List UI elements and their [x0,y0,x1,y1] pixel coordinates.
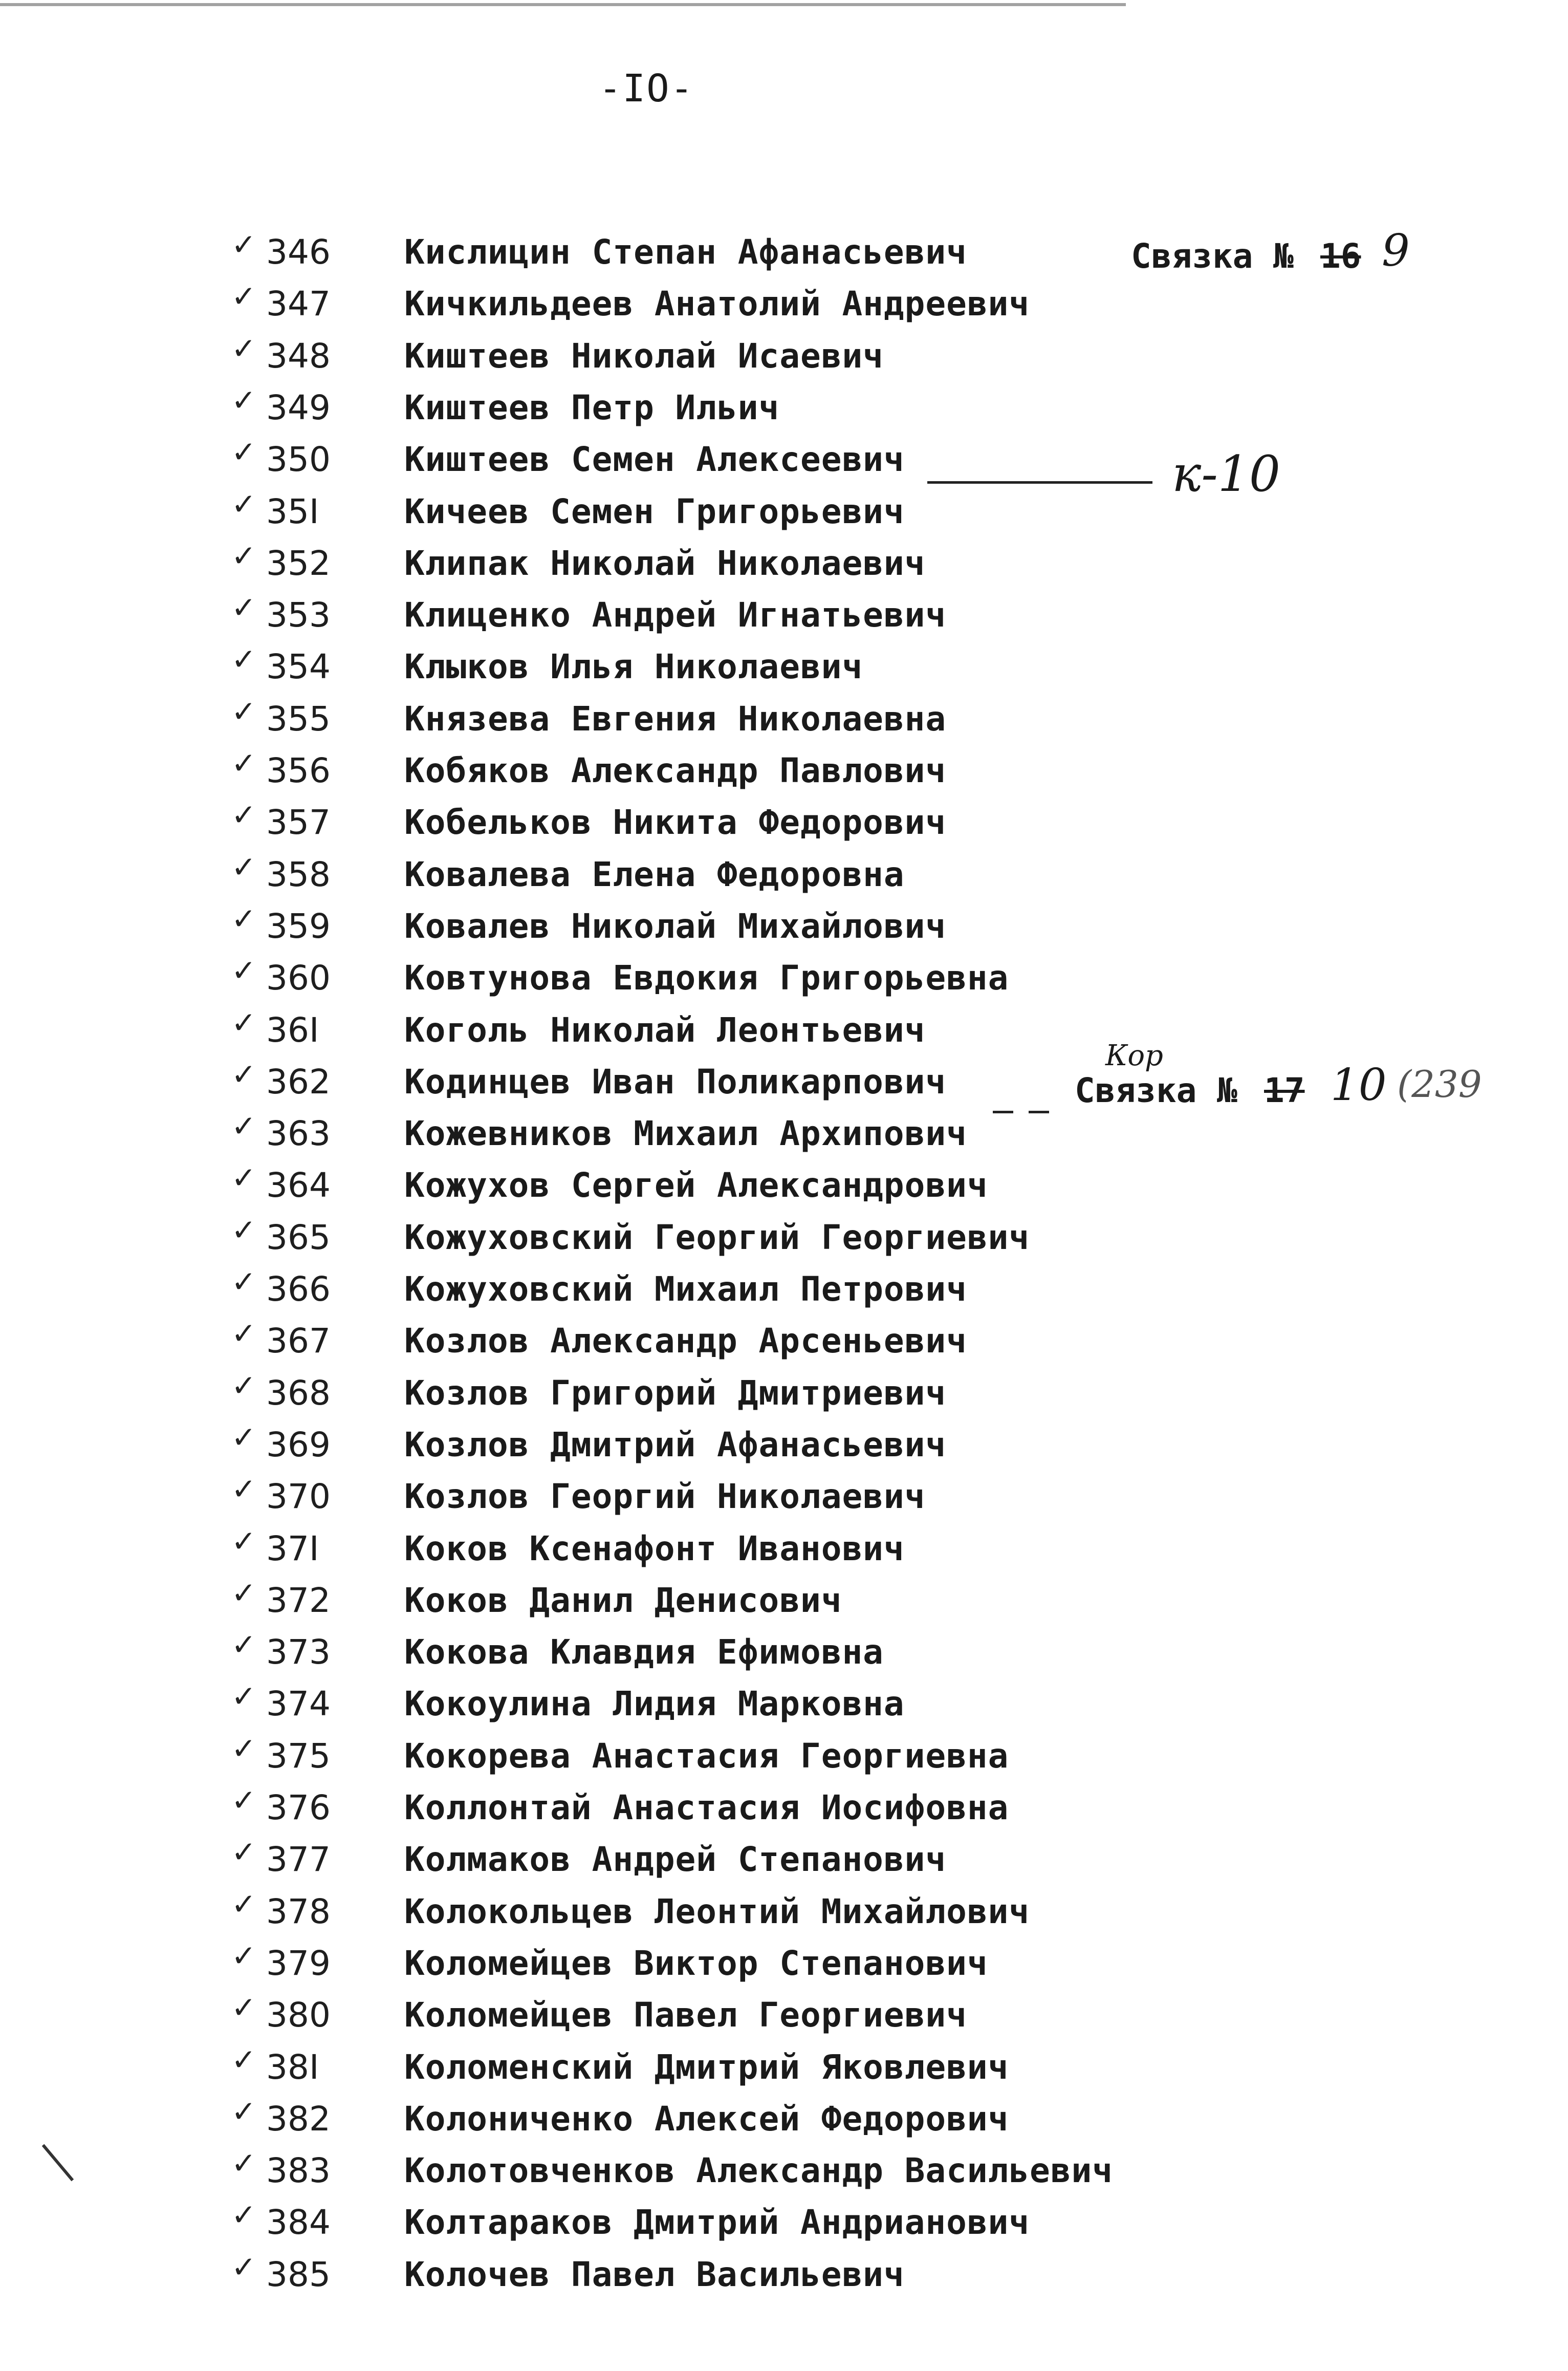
check-mark-icon: ✓ [231,1523,256,1559]
entry-name: Коков Ксенафонт Иванович [404,1528,905,1568]
entry-number: 370 [266,1477,331,1517]
check-mark-icon: ✓ [231,1160,256,1196]
top-rule [0,3,1126,6]
entry-number: 360 [266,958,331,998]
entry-row [0,2248,1568,2299]
entry-number: 357 [266,803,331,843]
entry-number: 382 [266,2099,331,2139]
entry-name: Ковалев Николай Михайлович [404,906,947,946]
entry-row [0,1885,1568,1936]
entry-name: Кобельков Никита Федорович [404,803,947,843]
entry-row [0,1003,1568,1054]
k10-underline [927,481,1152,484]
entry-number: 366 [266,1269,331,1309]
entry-number: 347 [266,284,331,324]
check-mark-icon: ✓ [231,1109,256,1144]
entry-row [0,1781,1568,1832]
entry-name: Князева Евгения Николаевна [404,699,947,739]
entry-row [0,640,1568,691]
entry-number: 362 [266,1062,331,1102]
check-mark-icon: ✓ [231,1005,256,1040]
entry-name: Кобяков Александр Павлович [404,751,947,790]
entry-name: Козлов Дмитрий Афанасьевич [404,1425,947,1464]
check-mark-icon: ✓ [231,1783,256,1818]
entry-number: 36I [266,1010,319,1050]
entry-number: 373 [266,1632,331,1672]
bundle-17-dash-2 [1029,1111,1049,1113]
entry-name: Кокорева Анастасия Георгиевна [404,1736,1009,1776]
entry-number: 369 [266,1425,331,1464]
entry-name: Кодинцев Иван Поликарпович [404,1062,947,1102]
entry-row [0,536,1568,588]
entry-name: Ковтунова Евдокия Григорьевна [404,958,1009,998]
page-number: -IO- [599,67,694,111]
entry-row [0,795,1568,847]
entry-number: 375 [266,1736,331,1776]
entry-row [0,1470,1568,1521]
check-mark-icon: ✓ [231,642,256,677]
entry-name: Киштеев Петр Ильич [404,387,780,427]
check-mark-icon: ✓ [231,1990,256,2025]
entry-name: Кокова Клавдия Ефимовна [404,1632,884,1672]
entry-row [0,2092,1568,2143]
entry-number: 354 [266,647,331,687]
entry-number: 374 [266,1684,331,1724]
check-mark-icon: ✓ [231,1886,256,1922]
check-mark-icon: ✓ [231,797,256,833]
entry-row [0,1158,1568,1210]
check-mark-icon: ✓ [231,382,256,418]
entry-name: Колокольцев Леонтий Михайлович [404,1891,1030,1931]
entry-name: Клиценко Андрей Игнатьевич [404,595,947,635]
entry-name: Козлов Григорий Дмитриевич [404,1373,947,1413]
entry-name: Кожуховский Михаил Петрович [404,1269,967,1309]
entry-number: 353 [266,595,331,635]
check-mark-icon: ✓ [231,486,256,522]
check-mark-icon: ✓ [231,1575,256,1610]
check-mark-icon: ✓ [231,1835,256,1870]
entry-row [0,1625,1568,1676]
entry-number: 379 [266,1943,331,1983]
entry-number: 352 [266,543,331,583]
entry-name: Киштеев Николай Исаевич [404,336,884,376]
check-mark-icon: ✓ [231,1627,256,1663]
entry-number: 377 [266,1840,331,1880]
entry-number: 359 [266,906,331,946]
entry-row [0,1936,1568,1988]
entry-row [0,692,1568,743]
entry-name: Коллонтай Анастасия Иосифовна [404,1788,1009,1827]
entry-number: 368 [266,1373,331,1413]
entry-name: Колониченко Алексей Федорович [404,2099,1009,2139]
bundle-17-handwritten-extra: (239 [1397,1063,1482,1106]
entry-row [0,381,1568,432]
entry-number: 37I [266,1528,319,1568]
entry-name: Клипак Николай Николаевич [404,543,926,583]
entry-row [0,588,1568,639]
entry-row [0,744,1568,795]
entry-name: Колочев Павел Васильевич [404,2254,905,2294]
entry-row [0,2195,1568,2247]
entry-name: Клыков Илья Николаевич [404,647,863,687]
entry-row [0,433,1568,484]
entry-row [0,848,1568,899]
entry-number: 35I [266,491,319,531]
entry-row [0,1107,1568,1158]
entry-name: Кожухов Сергей Александрович [404,1166,988,1205]
entry-number: 364 [266,1166,331,1205]
check-mark-icon: ✓ [231,1264,256,1299]
entry-name: Кислицин Степан Афанасьевич [404,232,967,272]
check-mark-icon: ✓ [231,1472,256,1507]
entry-row [0,899,1568,951]
bundle-17-kor-note: Кор [1105,1039,1163,1072]
check-mark-icon: ✓ [231,1938,256,1973]
entry-number: 38I [266,2047,319,2087]
check-mark-icon: ✓ [231,2094,256,2129]
check-mark-icon: ✓ [231,1679,256,1714]
entry-number: 383 [266,2151,331,2191]
entry-row [0,951,1568,1002]
bundle-17-dash-1 [993,1111,1013,1113]
entry-name: Кокоулина Лидия Марковна [404,1684,905,1724]
entry-row [0,485,1568,536]
check-mark-icon: ✓ [231,331,256,366]
entry-number: 358 [266,854,331,894]
check-mark-icon: ✓ [231,227,256,262]
entry-number: 378 [266,1891,331,1931]
entry-number: 363 [266,1114,331,1154]
check-mark-icon: ✓ [231,953,256,988]
entry-row [0,1833,1568,1884]
entry-row [0,1522,1568,1573]
bundle-16-label: Связка № [1131,236,1294,276]
entry-row [0,1729,1568,1780]
entry-name: Коломенский Дмитрий Яковлевич [404,2047,1009,2087]
bundle-17-handwritten-number: 10 [1331,1060,1387,1111]
entry-row [0,2040,1568,2092]
bundle-17-label: Связка № [1075,1071,1237,1110]
k10-handwritten-label: к-10 [1172,445,1280,503]
entry-row [0,1211,1568,1262]
entry-number: 355 [266,699,331,739]
check-mark-icon: ✓ [231,1057,256,1092]
entry-name: Колотовченков Александр Васильевич [404,2151,1114,2191]
entry-row [0,1418,1568,1469]
check-mark-icon: ✓ [231,694,256,729]
entry-number: 372 [266,1580,331,1620]
entry-number: 376 [266,1788,331,1827]
check-mark-icon: ✓ [231,435,256,470]
entry-name: Колтараков Дмитрий Андрианович [404,2203,1030,2243]
check-mark-icon: ✓ [231,1419,256,1455]
check-mark-icon: ✓ [231,2197,256,2233]
entry-row [0,2144,1568,2195]
bundle-17-struck-number: 17 [1264,1071,1305,1110]
check-mark-icon: ✓ [231,590,256,626]
check-mark-icon: ✓ [231,1212,256,1247]
check-mark-icon: ✓ [231,849,256,885]
entry-name: Кожуховский Георгий Георгиевич [404,1217,1030,1257]
check-mark-icon: ✓ [231,2146,256,2181]
check-mark-icon: ✓ [231,2249,256,2284]
entry-row [0,1574,1568,1625]
entry-name: Кичеев Семен Григорьевич [404,491,905,531]
entry-number: 350 [266,440,331,480]
entry-name: Кичкильдеев Анатолий Андреевич [404,284,1030,324]
bundle-16-struck-number: 16 [1320,236,1361,276]
entry-number: 367 [266,1321,331,1361]
entry-row [0,1988,1568,2039]
entry-number: 348 [266,336,331,376]
entry-name: Кожевников Михаил Архипович [404,1114,967,1154]
check-mark-icon: ✓ [231,538,256,573]
check-mark-icon: ✓ [231,2042,256,2077]
entry-number: 346 [266,232,331,272]
check-mark-icon: ✓ [231,901,256,936]
entry-number: 349 [266,387,331,427]
entry-row [0,1677,1568,1728]
entry-name: Козлов Александр Арсеньевич [404,1321,967,1361]
entry-name: Колмаков Андрей Степанович [404,1840,947,1880]
check-mark-icon: ✓ [231,279,256,314]
check-mark-icon: ✓ [231,1368,256,1403]
check-mark-icon: ✓ [231,1316,256,1351]
entry-row [0,1314,1568,1365]
entry-name: Коломейцев Павел Георгиевич [404,1995,967,2035]
entry-name: Ковалева Елена Федоровна [404,854,905,894]
bundle-16-handwritten-number: 9 [1382,225,1410,276]
entry-row [0,329,1568,380]
entry-name: Козлов Георгий Николаевич [404,1477,926,1517]
entry-number: 380 [266,1995,331,2035]
entry-row [0,277,1568,328]
check-mark-icon: ✓ [231,1731,256,1766]
entry-number: 356 [266,751,331,790]
entry-name: Коголь Николай Леонтьевич [404,1010,926,1050]
check-mark-icon: ✓ [231,746,256,781]
entry-name: Киштеев Семен Алексеевич [404,440,905,480]
entry-name: Коломейцев Виктор Степанович [404,1943,988,1983]
entry-row [0,1262,1568,1313]
entry-number: 384 [266,2203,331,2243]
entry-number: 365 [266,1217,331,1257]
entry-row [0,1366,1568,1417]
entry-number: 385 [266,2254,331,2294]
entry-name: Коков Данил Денисович [404,1580,842,1620]
